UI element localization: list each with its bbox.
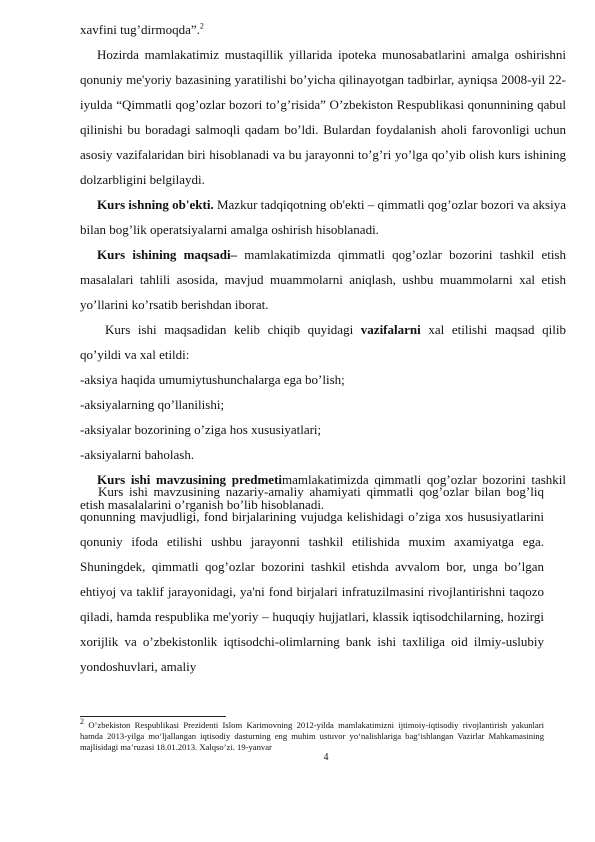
paragraph-tasks [80, 317, 566, 367]
footnote-reference[interactable]: 2 [199, 21, 204, 31]
paragraph-object [80, 192, 566, 242]
footnote [80, 717, 544, 753]
list-item: -aksiyalar bozorining o’ziga hos xususiyatlari; [80, 422, 322, 437]
list-item: -aksiyalarning qo’llanilishi; [80, 397, 225, 412]
tasks-text-post: xal etilishi maqsad qilib qo’yildi va xal etildi: [80, 322, 566, 362]
continued-line-text: xavfini tug’dirmoqda”. [80, 22, 200, 37]
list-item: -aksiyalarni baholash. [80, 447, 195, 462]
footnote-text: O’zbekiston Respublikasi Prezidenti Islom Karimovning 2012-yilda mamlakatimizni ijtimoiy-iqtisodiy rivojlantirish yakunlari hamda 2013-yilga mo‘ljallangan iqtisodiy dasturning eng muhim ustuvor yo‘nalishlariga bag‘ishlangan Vazirlar Mahkamasining majlisidagi ma’ruzasi 18.01.2013. Xalqso’zi. 19-yanvar [80, 720, 544, 752]
significance-block [80, 466, 544, 692]
tasks-text-pre: Kurs ishi maqsadidan kelib chiqib quyidagi [105, 322, 361, 337]
paragraph-significance: Kurs ishi mavzusining nazariy-amaliy ahamiyati qimmatli qog’ozlar bilan bog’liq qonunning mavjudligi, fond birjalarining vujudga kelishidagi o’ziga xos hususiyatlarini qonuniy ifoda etilishi ushbu jarayonni tashkil etilishida muxim axamiyatga ega. Shuningdek, qimmatli qog’ozlar bozorini tashkil etishda avvalom bor, unga bo’lgan ehtiyoj va taklif jarayonidagi, ya'ni fond birjalari infratuzilmasini rivojlantirishni taqozo qiladi, hamda respublika me'yoriy – huquqiy hujjatlari, klassik iqtisodchilarning, hozirgi xorijlik va o’zbekistonlik iqtisodchi-olimlarning bank ishi taxliliga oid ilmiy-uslubiy yondoshuvlari, amaliy [80, 484, 544, 674]
footnote-divider [80, 716, 226, 717]
subject-text: mamlakatimizda qimmatli qog’ozlar bozorini tashkil etish masalalarini o’rganish bo’lib hisoblanadi. [80, 472, 567, 512]
object-text: Mazkur tadqiqotning ob'ekti – qimmatli qog’ozlar bozori va aksiya bilan bog’lik operatsiyalarni amalga oshirish hisoblanadi. [80, 197, 566, 237]
main-text-block [80, 17, 566, 517]
footnote-number: 2 [80, 717, 84, 727]
paragraph-relevance: Hozirda mamlakatimiz mustaqillik yillarida ipoteka munosabatlarini amalga oshirishni qonuniy me'yoriy bazasining yaratilishi bo’yicha qilinayotgan tadbirlar, ayniqsa 2008-yil 22-iyulda “Qimmatli qog’ozlar bozori to’g’risida” O’zbekiston Respublikasi qonunnining qabul qilinishi bu boradagi salmoqli qadam bo’ldi. Bulardan foydalanish aholi farovonligi uchun asosiy vazifalaridan biri hisoblanadi va bu jarayonni to’g’ri yo’lga qo’yib olish kurs ishining dolzarbligini belgilaydi. [80, 47, 566, 187]
list-item: -aksiya haqida umumiytushunchalarga ega bo’lish; [80, 372, 345, 387]
subject-heading: Kurs ishi mavzusining predmeti [97, 472, 283, 487]
tasks-keyword: vazifalarni [360, 322, 421, 337]
page-number: 4 [323, 752, 329, 763]
goal-text: mamlakatimizda qimmatli qog’ozlar bozorini tashkil etish masalalari tahlili asosida, mavjud muammolarni aniqlash, ushbu muammolarni xal etish yo’llarini ko’rsatib berishdan iborat. [80, 247, 566, 312]
object-heading: Kurs ishning ob'ekti. [97, 197, 214, 212]
continued-line [80, 17, 566, 42]
goal-heading: Kurs ishining maqsadi– [97, 247, 238, 262]
paragraph-goal [80, 242, 566, 317]
